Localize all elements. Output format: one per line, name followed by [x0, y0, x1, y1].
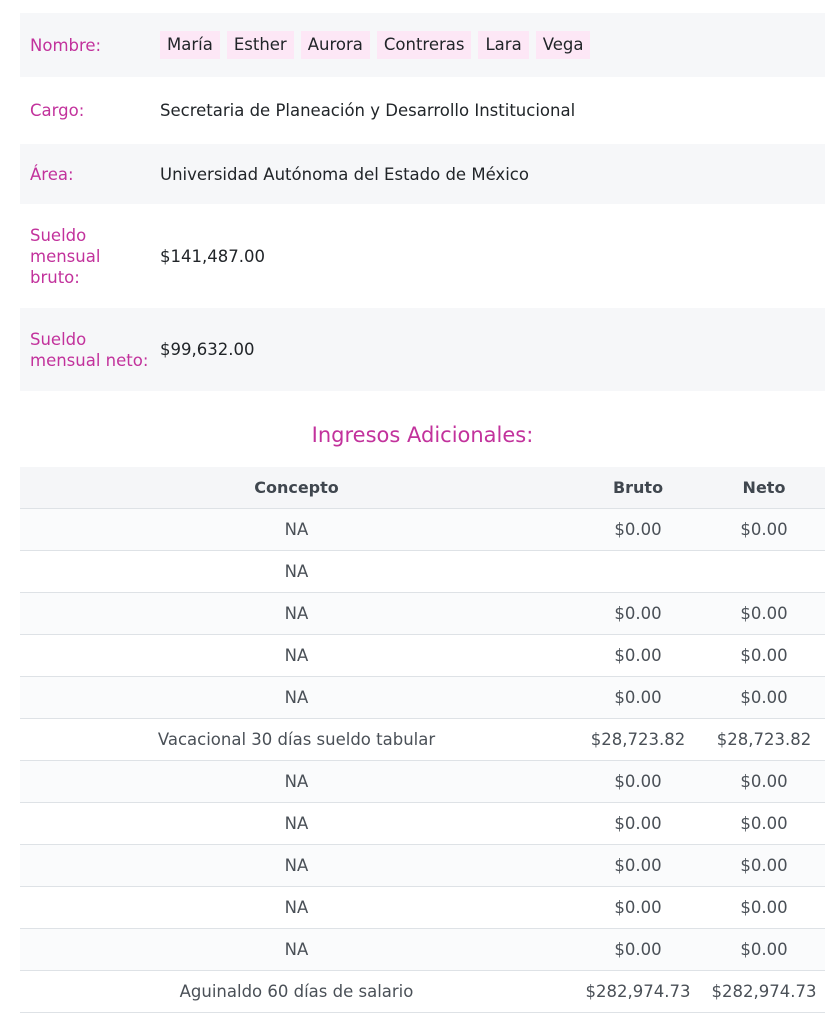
ingresos-table	[20, 467, 825, 1013]
cell-bruto: $0.00	[614, 520, 662, 539]
ingresos-title: Ingresos Adicionales:	[311, 423, 534, 447]
table-row	[20, 761, 825, 803]
table-row	[20, 635, 825, 677]
table-row	[20, 845, 825, 887]
area-row	[20, 144, 825, 204]
cell-bruto: $0.00	[614, 646, 662, 665]
table-row	[20, 803, 825, 845]
table-row	[20, 971, 825, 1013]
area-value: Universidad Autónoma del Estado de México	[160, 164, 529, 184]
cell-bruto: $28,723.82	[590, 730, 686, 749]
cell-neto: $0.00	[740, 856, 788, 875]
cell-bruto: $0.00	[614, 856, 662, 875]
cargo-label: Cargo:	[30, 101, 85, 120]
sueldo-bruto-row	[20, 204, 825, 308]
cell-neto: $28,723.82	[716, 730, 812, 749]
cell-concepto: NA	[284, 898, 309, 917]
cell-neto: $0.00	[740, 688, 788, 707]
sueldo-neto-label	[30, 329, 160, 371]
name-chip: María	[160, 31, 220, 59]
sueldo-neto-label-text: Sueldo mensual neto:	[30, 329, 149, 370]
cell-bruto: $0.00	[614, 898, 662, 917]
table-row	[20, 509, 825, 551]
name-chip: Vega	[536, 31, 591, 59]
cell-concepto: NA	[284, 562, 309, 581]
header-bruto: Bruto	[612, 478, 664, 497]
cell-concepto: NA	[284, 772, 309, 791]
cell-neto: $282,974.73	[711, 982, 817, 1001]
nombre-chips	[160, 31, 590, 59]
cell-concepto: NA	[284, 940, 309, 959]
name-chip: Contreras	[377, 31, 472, 59]
sueldo-neto-row	[20, 308, 825, 391]
cargo-value: Secretaria de Planeación y Desarrollo Institucional	[160, 101, 576, 120]
cell-bruto: $0.00	[614, 814, 662, 833]
cell-concepto: Vacacional 30 días sueldo tabular	[157, 730, 436, 749]
cell-concepto: Aguinaldo 60 días de salario	[179, 982, 414, 1001]
cell-neto: $0.00	[740, 814, 788, 833]
cell-neto: $0.00	[740, 604, 788, 623]
name-chip: Esther	[227, 31, 294, 59]
cell-concepto: NA	[284, 856, 309, 875]
table-header-row	[20, 467, 825, 509]
nombre-row	[20, 13, 825, 77]
nombre-label: Nombre:	[30, 35, 102, 55]
name-chip: Aurora	[301, 31, 370, 59]
table-row	[20, 887, 825, 929]
header-neto: Neto	[742, 478, 786, 497]
cell-concepto: NA	[284, 814, 309, 833]
cell-bruto: $0.00	[614, 604, 662, 623]
cell-neto: $0.00	[740, 520, 788, 539]
table-row	[20, 719, 825, 761]
cargo-row	[20, 77, 825, 144]
sueldo-neto-value: $99,632.00	[160, 340, 255, 359]
cell-bruto: $282,974.73	[585, 982, 691, 1001]
cell-concepto: NA	[284, 520, 309, 539]
table-row	[20, 929, 825, 971]
name-chip: Lara	[478, 31, 528, 59]
cell-bruto: $0.00	[614, 772, 662, 791]
cell-neto: $0.00	[740, 898, 788, 917]
cell-bruto: $0.00	[614, 940, 662, 959]
sueldo-bruto-value: $141,487.00	[160, 246, 265, 266]
cell-concepto: NA	[284, 646, 309, 665]
header-concepto: Concepto	[254, 478, 339, 497]
table-row	[20, 677, 825, 719]
table-row	[20, 551, 825, 593]
area-label: Área:	[30, 164, 74, 184]
cell-neto: $0.00	[740, 940, 788, 959]
sueldo-bruto-label	[30, 225, 160, 288]
cell-concepto: NA	[284, 688, 309, 707]
profile-info	[20, 13, 825, 391]
sueldo-bruto-label-text: Sueldo mensual bruto:	[30, 225, 101, 287]
cell-bruto: $0.00	[614, 688, 662, 707]
cell-neto: $0.00	[740, 772, 788, 791]
cell-neto: $0.00	[740, 646, 788, 665]
table-row	[20, 593, 825, 635]
cell-concepto: NA	[284, 604, 309, 623]
